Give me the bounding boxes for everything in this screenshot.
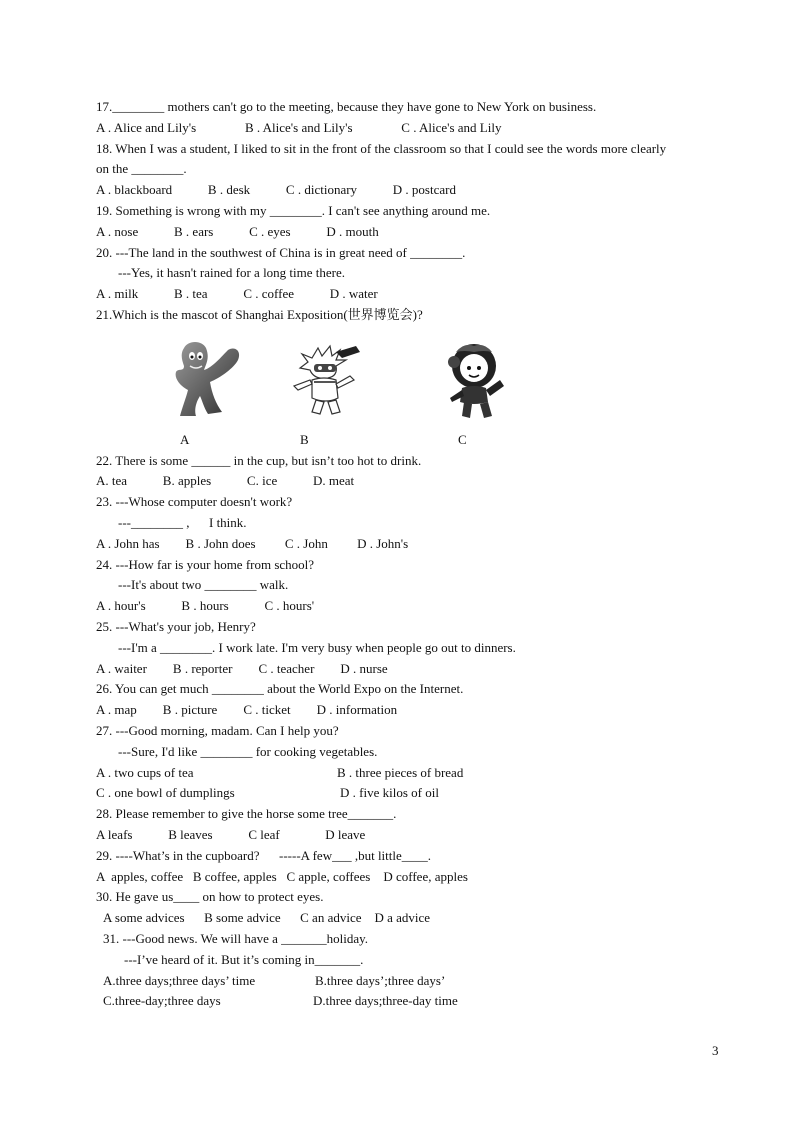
label-b: B (300, 432, 309, 447)
q30-stem: 30. He gave us____ on how to protect eyes. (96, 889, 324, 904)
q17-options: A . Alice and Lily's B . Alice's and Lily's C . Alice's and Lily (96, 120, 502, 135)
q18-options: A . blackboard B . desk C . dictionary D . postcard (96, 182, 456, 197)
q28-options: A leafs B leaves C leaf D leave (96, 827, 366, 842)
q31-option-a: A.three days;three days’ time (103, 973, 256, 988)
q27-option-a: A . two cups of tea (96, 765, 194, 780)
q19-stem: 19. Something is wrong with my ________. I can't see anything around me. (96, 203, 491, 218)
mascot-a-image (162, 338, 246, 420)
label-c: C (458, 432, 467, 447)
q20-stem: 20. ---The land in the southwest of China is in great need of ________. (96, 245, 466, 260)
q29-options: A apples, coffee B coffee, apples C apple, coffees D coffee, apples (96, 869, 468, 884)
q27-option-b: B . three pieces of bread (337, 765, 464, 780)
q20-options: A . milk B . tea C . coffee D . water (96, 286, 378, 301)
q26-options: A . map B . picture C . ticket D . information (96, 702, 398, 717)
q27-option-c: C . one bowl of dumplings (96, 785, 235, 800)
q29-stem: 29. ----What’s in the cupboard? -----A few___ ,but little____. (96, 848, 432, 863)
q27-option-d: D . five kilos of oil (340, 785, 439, 800)
q30-options: A some advices B some advice C an advice D a advice (103, 910, 431, 925)
q31-option-c: C.three-day;three days (103, 993, 221, 1008)
q28-stem: 28. Please remember to give the horse some tree_______. (96, 806, 397, 821)
q24-options: A . hour's B . hours C . hours' (96, 598, 315, 613)
q22-stem: 22. There is some ______ in the cup, but isn’t too hot to drink. (96, 453, 422, 468)
q21-stem: 21.Which is the mascot of Shanghai Exposition(世界博览会)? (96, 307, 423, 322)
page-number: 3 (712, 1043, 719, 1058)
q23-stem: 23. ---Whose computer doesn't work? (96, 494, 293, 509)
q23-reply: ---________ , I think. (118, 515, 247, 530)
q24-stem: 24. ---How far is your home from school? (96, 557, 315, 572)
q25-reply: ---I'm a ________. I work late. I'm very busy when people go out to dinners. (118, 640, 516, 655)
label-a: A (180, 432, 190, 447)
q25-options: A . waiter B . reporter C . teacher D . nurse (96, 661, 388, 676)
q18-stem: 18. When I was a student, I liked to sit in the front of the classroom so that I could see the words more clearly (96, 141, 667, 156)
q27-reply: ---Sure, I'd like ________ for cooking vegetables. (118, 744, 378, 759)
q26-stem: 26. You can get much ________ about the World Expo on the Internet. (96, 681, 464, 696)
q18-stem-cont: on the ________. (96, 161, 187, 176)
q31-option-d: D.three days;three-day time (313, 993, 458, 1008)
q31-reply: ---I’ve heard of it. But it’s coming in_______. (124, 952, 364, 967)
q17-stem: 17.________ mothers can't go to the meeting, because they have gone to New York on business. (96, 99, 597, 114)
q23-options: A . John has B . John does C . John D . John's (96, 536, 409, 551)
q22-options: A. tea B. apples C. ice D. meat (96, 473, 355, 488)
q31-stem: 31. ---Good news. We will have a _______holiday. (103, 931, 369, 946)
mascot-b-image (284, 342, 366, 418)
mascot-c-image (442, 340, 508, 420)
q31-option-b: B.three days’;three days’ (315, 973, 446, 988)
q24-reply: ---It's about two ________ walk. (118, 577, 289, 592)
q27-stem: 27. ---Good morning, madam. Can I help you? (96, 723, 339, 738)
q25-stem: 25. ---What's your job, Henry? (96, 619, 256, 634)
q20-reply: ---Yes, it hasn't rained for a long time there. (118, 265, 346, 280)
q19-options: A . nose B . ears C . eyes D . mouth (96, 224, 379, 239)
